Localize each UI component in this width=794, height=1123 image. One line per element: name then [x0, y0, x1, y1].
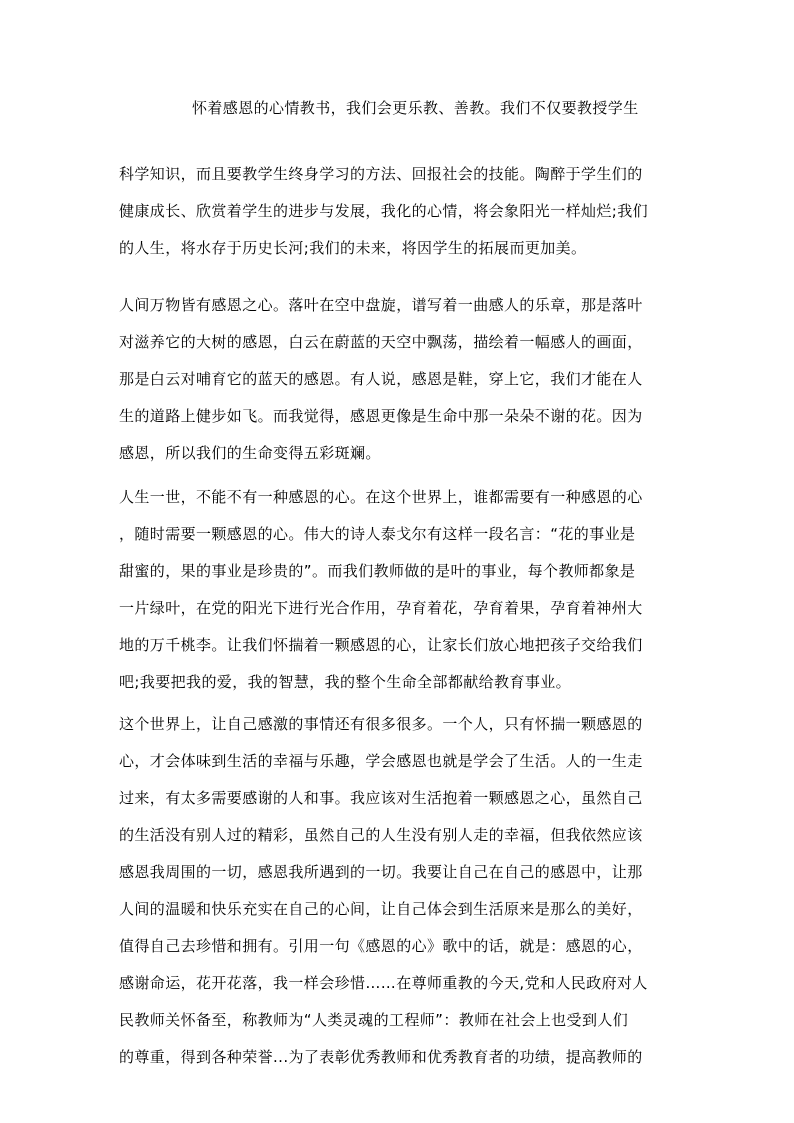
paragraph-line: 对滋养它的大树的感恩，白云在蔚蓝的天空中飘荡，描绘着一幅感人的画面，: [119, 333, 643, 351]
paragraph-line: 心，才会体味到生活的幸福与乐趣，学会感恩也就是学会了生活。人的一生走: [119, 752, 643, 770]
paragraph-line: 地的万千桃李。让我们怀揣着一颗感恩的心，让家长们放心地把孩子交给我们: [119, 636, 643, 654]
intro-line: 怀着感恩的心情教书，我们会更乐教、善教。我们不仅要教授学生: [192, 99, 639, 117]
paragraph-3: [119, 487, 679, 709]
paragraph-line: 的生活没有别人过的精彩，虽然自己的人生没有别人走的幸福，但我依然应该: [119, 826, 643, 844]
paragraph-line: 一片绿叶，在党的阳光下进行光合作用，孕育着花，孕育着果，孕育着神州大: [119, 599, 643, 617]
paragraph-line: 这个世界上，让自己感激的事情还有很多很多。一个人，只有怀揣一颗感恩的: [119, 715, 643, 733]
paragraph-line: 人间的温暖和快乐充实在自己的心间，让自己体会到生活原来是那么的美好，: [119, 900, 643, 918]
paragraph-line: 吧;我要把我的爱，我的智慧，我的整个生命全部都献给教育事业。: [119, 673, 572, 691]
paragraph-line: 甜蜜的，果的事业是珍贵的”。而我们教师做的是叶的事业，每个教师都象是: [119, 562, 636, 580]
paragraph-line: 感恩，所以我们的生命变得五彩斑斓。: [119, 444, 381, 462]
paragraph-line: 感谢命运，花开花落，我一样会珍惜……在尊师重教的今天,党和人民政府对人: [119, 974, 648, 992]
paragraph-line: ，随时需要一颗感恩的心。伟大的诗人泰戈尔有这样一段名言：“花的事业是: [119, 525, 636, 543]
paragraph-line: 人生一世，不能不有一种感恩的心。在这个世界上，谁都需要有一种感恩的心: [119, 488, 643, 506]
paragraph-line: 人间万物皆有感恩之心。落叶在空中盘旋，谱写着一曲感人的乐章，那是落叶: [119, 296, 643, 314]
paragraph-line: 感恩我周围的一切，感恩我所遇到的一切。我要让自己在自己的感恩中，让那: [119, 863, 643, 881]
paragraph-line: 民教师关怀备至，称教师为“人类灵魂的工程师”：教师在社会上也受到人们: [119, 1011, 629, 1029]
paragraph-line: 那是白云对哺育它的蓝天的感恩。有人说，感恩是鞋，穿上它，我们才能在人: [119, 370, 643, 388]
paragraph-line: 值得自己去珍惜和拥有。引用一句《感恩的心》歌中的话，就是：感恩的心，: [119, 937, 643, 955]
paragraph-2: [119, 295, 679, 480]
paragraph-1: [119, 164, 679, 275]
paragraph-line: 过来，有太多需要感谢的人和事。我应该对生活抱着一颗感恩之心，虽然自己: [119, 789, 643, 807]
paragraph-line: 的尊重，得到各种荣誉...为了表彰优秀教师和优秀教育者的功绩，提高教师的: [119, 1048, 643, 1066]
paragraph-line: 生的道路上健步如飞。而我觉得，感恩更像是生命中那一朵朵不谢的花。因为: [119, 407, 643, 425]
paragraph-line: 的人生，将水存于历史长河;我们的未来，将因学生的拓展而更加美。: [119, 239, 587, 257]
paragraph-4: [119, 714, 679, 1084]
paragraph-line: 科学知识，而且要教学生终身学习的方法、回报社会的技能。陶醉于学生们的: [119, 165, 643, 183]
paragraph-line: 健康成长、欣赏着学生的进步与发展，我化的心情，将会象阳光一样灿烂;我们: [119, 202, 649, 220]
